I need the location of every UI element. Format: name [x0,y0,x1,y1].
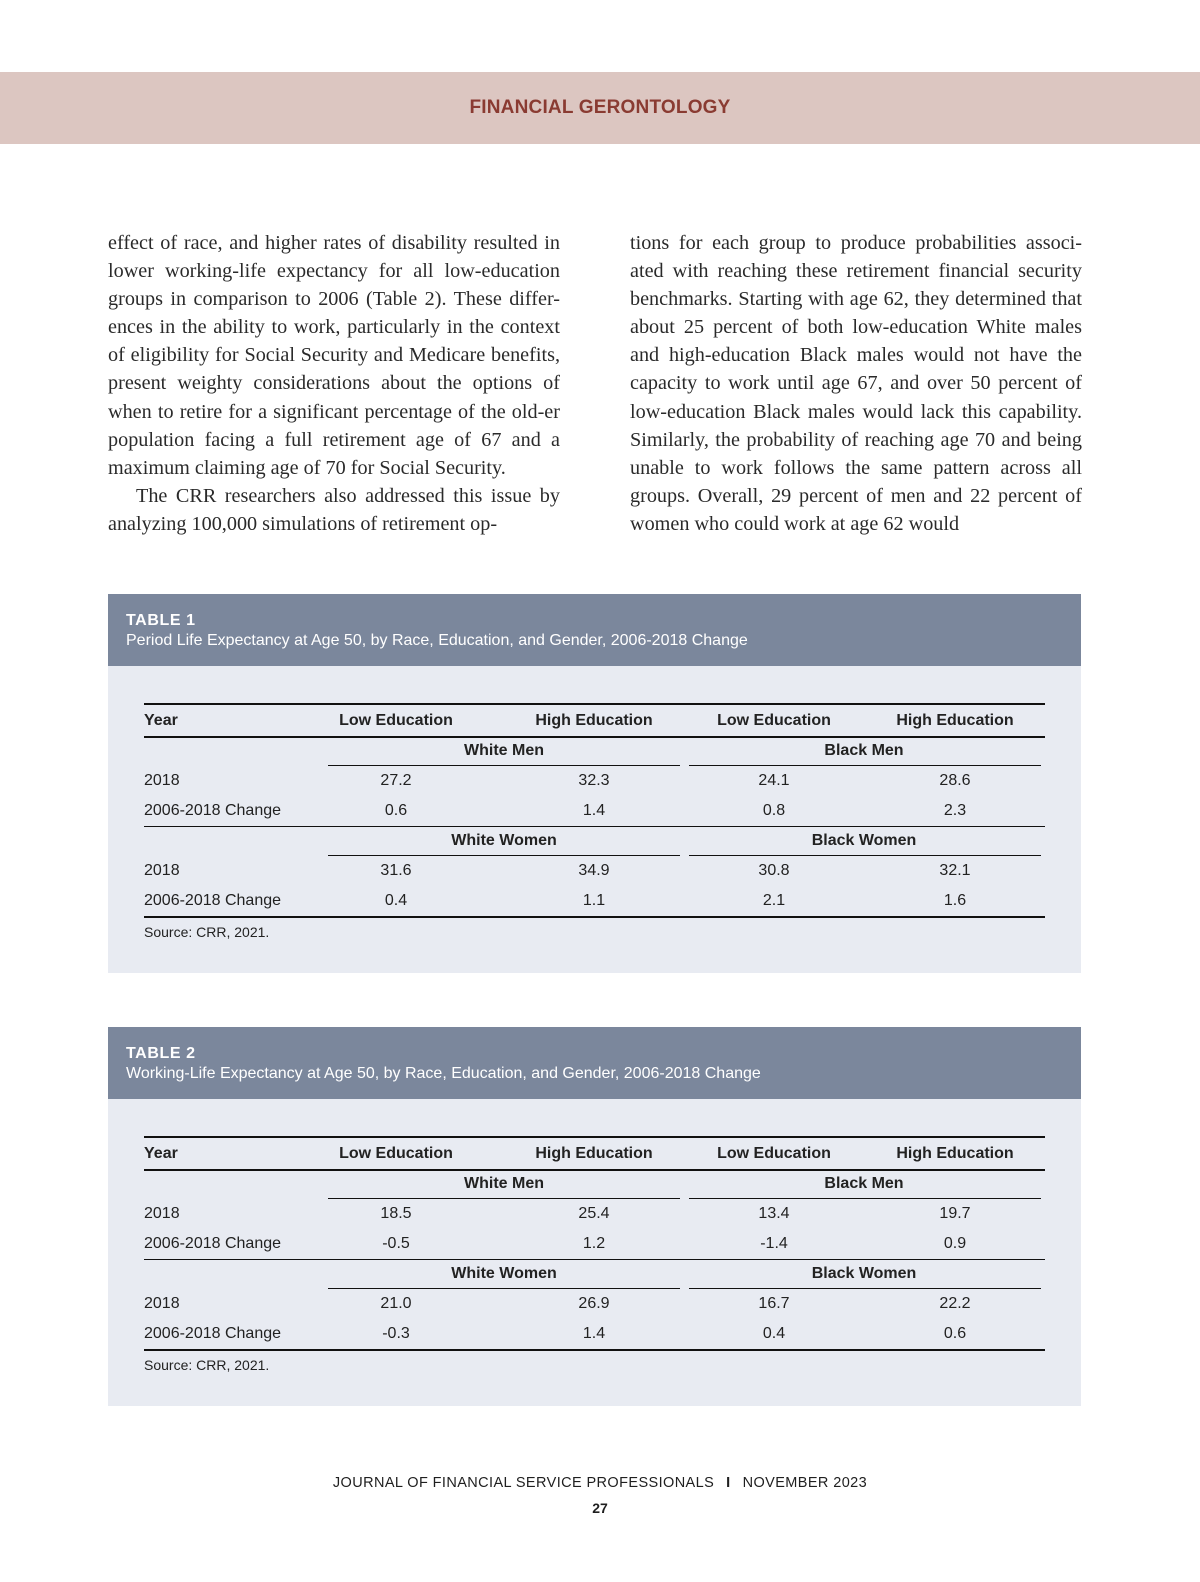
table-cell: 1.2 [582,1235,606,1252]
table-label: TABLE 1 [126,612,196,629]
table-cell: 32.3 [578,772,610,789]
table-cell: 18.5 [380,1205,412,1222]
row-label: 2006-2018 Change [144,1235,282,1252]
table-caption: Period Life Expectancy at Age 50, by Race, Education, and Gender, 2006-2018 Change [126,632,748,649]
table-cell: 28.6 [939,772,971,789]
col-header: High Education [535,712,653,729]
table-1 [108,594,1081,973]
running-header [0,72,1200,144]
col-header: High Education [896,1145,1014,1162]
col-header: Low Education [339,1145,453,1162]
header-rule [144,736,1045,738]
table-cell: 13.4 [758,1205,790,1222]
table-caption: Working-Life Expectancy at Age 50, by Race, Education, and Gender, 2006-2018 Change [126,1065,761,1082]
issue-date: NOVEMBER 2023 [742,1475,868,1491]
table-cell: -1.4 [760,1235,788,1252]
table-cell: 34.9 [578,862,610,879]
group-rule [328,1288,680,1289]
table-cell: -0.3 [382,1325,410,1342]
text-column-right [630,229,1082,538]
table-cell: 22.2 [939,1295,971,1312]
section-rule [144,1259,1045,1260]
footer-separator: I [726,1475,731,1491]
bottom-rule [144,1349,1045,1351]
page-number: 27 [592,1500,608,1516]
table-cell: 19.7 [939,1205,971,1222]
group-label: White Women [451,832,557,849]
table-cell: 25.4 [578,1205,610,1222]
col-header-year: Year [144,1145,178,1162]
table-cell: 1.4 [582,1325,606,1342]
row-label: 2006-2018 Change [144,1325,282,1342]
table-2 [108,1027,1081,1406]
row-label: 2006-2018 Change [144,892,282,909]
journal-name: JOURNAL OF FINANCIAL SERVICE PROFESSIONALS [332,1475,715,1491]
group-rule [689,1198,1041,1199]
section-title: FINANCIAL GERONTOLOGY [469,97,731,118]
paragraph: effect of race, and higher rates of disability resulted in lower working-life expectancy for all low-education groups in comparison to 2006 (Table 2). These differ-ences in the ability to work, particularly in the context of eligibility for Social Security and Medicare benefits, present weighty considerations about the options of when to retire for a significant percentage of the old-er population facing a full retirement age of 67 and a maximum claiming age of 70 for Social Security. [108,232,560,479]
col-header: Low Education [339,712,453,729]
table-cell: 21.0 [380,1295,412,1312]
table-cell: 16.7 [758,1295,790,1312]
group-rule [328,855,680,856]
section-rule [144,826,1045,827]
row-label: 2018 [144,862,180,879]
table-cell: 26.9 [578,1295,610,1312]
bottom-rule [144,916,1045,918]
paragraph: The CRR researchers also addressed this issue by analyzing 100,000 simulations of retirement op- [108,484,560,535]
table-cell: 0.6 [384,802,408,819]
col-header: High Education [535,1145,653,1162]
group-rule [328,1198,680,1199]
group-label: Black Men [824,1175,904,1192]
table-cell: 2.1 [762,892,786,909]
table-cell: 0.6 [943,1325,967,1342]
table-cell: 2.3 [943,802,967,819]
top-rule [144,703,1045,705]
col-header: High Education [896,712,1014,729]
group-label: Black Women [811,832,917,849]
table-cell: 24.1 [758,772,790,789]
group-rule [689,855,1041,856]
table-cell: 1.6 [943,892,967,909]
row-label: 2018 [144,772,180,789]
table-1-header [108,594,1081,666]
table-cell: 1.4 [582,802,606,819]
header-rule [144,1169,1045,1171]
col-header-year: Year [144,712,178,729]
table-cell: 32.1 [939,862,971,879]
col-header: Low Education [717,1145,831,1162]
table-cell: 0.4 [384,892,408,909]
row-label: 2018 [144,1205,180,1222]
group-label: White Men [464,1175,544,1192]
row-label: 2006-2018 Change [144,802,282,819]
table-cell: 0.8 [762,802,786,819]
running-footer [0,1475,1200,1491]
group-label: White Women [451,1265,557,1282]
group-label: White Men [464,742,544,759]
table-cell: 0.9 [943,1235,967,1252]
table-cell: 27.2 [380,772,412,789]
table-2-header [108,1027,1081,1099]
group-rule [689,765,1041,766]
row-label: 2018 [144,1295,180,1312]
group-label: Black Women [811,1265,917,1282]
paragraph: tions for each group to produce probabilities associ-ated with reaching these retirement financial security benchmarks. Starting with age 62, they determined that about 25 percent of both low-education White males and high-education Black males would not have the capacity to work until age 67, and over 50 percent of low-education Black males would lack this capability. Similarly, the probability of reaching age 70 and being unable to work follows the same pattern across all groups. Overall, 29 percent of men and 22 percent of women who could work at age 62 would [630,232,1082,535]
top-rule [144,1136,1045,1138]
table-cell: 0.4 [762,1325,786,1342]
table-label: TABLE 2 [126,1045,196,1062]
table-cell: 30.8 [758,862,790,879]
group-label: Black Men [824,742,904,759]
group-rule [689,1288,1041,1289]
group-rule [328,765,680,766]
col-header: Low Education [717,712,831,729]
table-source: Source: CRR, 2021. [144,924,270,940]
table-cell: -0.5 [382,1235,410,1252]
text-column-left [108,229,560,538]
table-cell: 31.6 [380,862,412,879]
table-cell: 1.1 [582,892,606,909]
table-source: Source: CRR, 2021. [144,1357,270,1373]
